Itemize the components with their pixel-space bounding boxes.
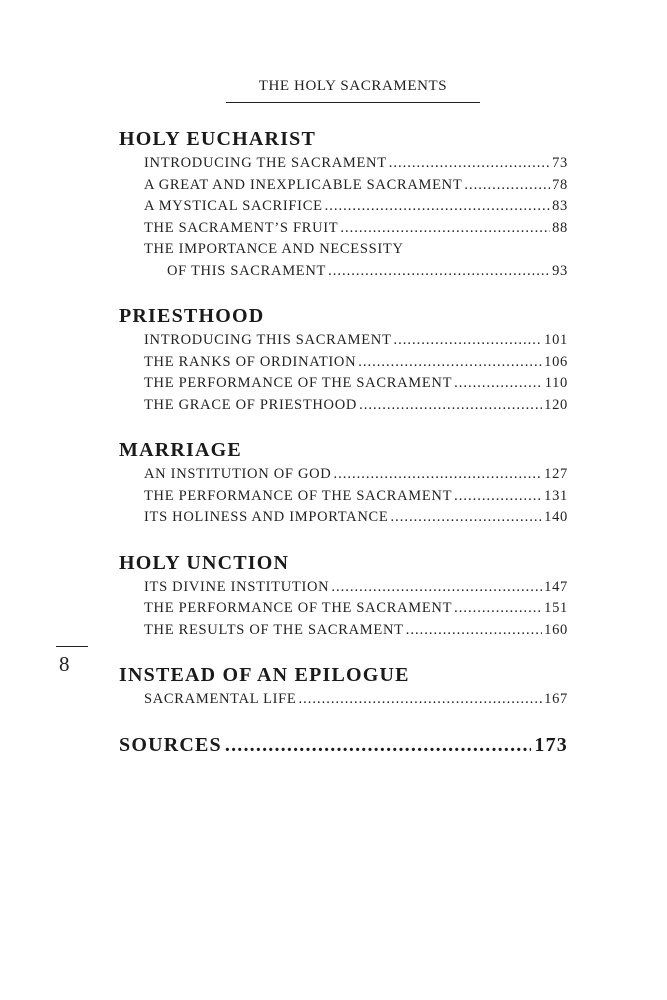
toc-entry[interactable] bbox=[119, 395, 568, 417]
folio-rule bbox=[56, 646, 88, 647]
toc-entry[interactable] bbox=[119, 689, 568, 711]
toc-section-marriage bbox=[119, 436, 568, 529]
toc-section-holy-unction bbox=[119, 549, 568, 642]
toc-section-priesthood bbox=[119, 302, 568, 416]
sources-label: SOURCES bbox=[119, 733, 222, 756]
entry-label: A GREAT AND INEXPLICABLE SACRAMENT bbox=[144, 176, 463, 193]
dot-leader bbox=[331, 577, 542, 599]
toc-section-epilogue bbox=[119, 661, 568, 711]
entry-label: THE PERFORMANCE OF THE SACRAMENT bbox=[144, 375, 453, 391]
toc-entry-sources[interactable] bbox=[119, 731, 568, 759]
entry-page-number: 147 bbox=[544, 578, 568, 595]
sources-page-number: 173 bbox=[534, 733, 568, 756]
running-head-rule bbox=[226, 102, 480, 103]
running-head: THE HOLY SACRAMENTS bbox=[258, 78, 448, 94]
entry-page-number: 93 bbox=[552, 262, 568, 279]
entry-page-number: 140 bbox=[544, 509, 568, 525]
entry-page-number: 127 bbox=[544, 466, 568, 482]
toc-entry[interactable] bbox=[119, 352, 568, 374]
entry-page-number: 88 bbox=[552, 219, 568, 236]
toc-entry[interactable] bbox=[119, 153, 568, 175]
section-title: MARRIAGE bbox=[119, 439, 242, 461]
section-title: HOLY UNCTION bbox=[119, 551, 290, 574]
dot-leader bbox=[454, 598, 542, 620]
entry-page-number: 110 bbox=[544, 375, 568, 391]
entry-page-number: 101 bbox=[544, 332, 568, 348]
dot-leader bbox=[390, 507, 542, 529]
dot-leader bbox=[394, 330, 543, 352]
entry-label: INTRODUCING THE SACRAMENT bbox=[144, 155, 387, 171]
toc-entry[interactable] bbox=[119, 218, 568, 240]
entry-label: A MYSTICAL SACRIFICE bbox=[144, 198, 323, 214]
entry-label: THE GRACE OF PRIESTHOOD bbox=[144, 396, 358, 413]
section-title: HOLY EUCHARIST bbox=[119, 128, 317, 150]
dot-leader bbox=[389, 153, 550, 175]
entry-page-number: 83 bbox=[552, 198, 568, 214]
section-title: INSTEAD OF AN EPILOGUE bbox=[119, 664, 410, 686]
entry-label: THE PERFORMANCE OF THE SACRAMENT bbox=[144, 487, 453, 504]
dot-leader bbox=[406, 620, 542, 642]
dot-leader bbox=[328, 261, 550, 283]
entry-label-continuation: OF THIS SACRAMENT bbox=[167, 262, 327, 279]
entry-page-number: 78 bbox=[552, 176, 568, 193]
toc-entry[interactable] bbox=[119, 486, 568, 508]
toc-entry[interactable] bbox=[119, 196, 568, 218]
entry-label: ITS HOLINESS AND IMPORTANCE bbox=[144, 509, 389, 525]
dot-leader bbox=[340, 218, 550, 240]
toc-entry[interactable] bbox=[119, 620, 568, 642]
dot-leader bbox=[454, 373, 543, 395]
entry-page-number: 151 bbox=[544, 600, 568, 616]
toc-entry[interactable] bbox=[119, 175, 568, 197]
entry-page-number: 160 bbox=[544, 621, 568, 638]
toc-entry-continuation[interactable] bbox=[119, 261, 568, 283]
dot-leader bbox=[225, 731, 532, 759]
page-number: 8 bbox=[59, 652, 70, 676]
entry-label: THE IMPORTANCE AND NECESSITY bbox=[144, 241, 404, 257]
entry-page-number: 167 bbox=[544, 691, 568, 707]
entry-page-number: 120 bbox=[544, 396, 568, 413]
entry-label: AN INSTITUTION OF GOD bbox=[144, 466, 332, 482]
toc-section-holy-eucharist bbox=[119, 125, 568, 282]
section-title: PRIESTHOOD bbox=[119, 305, 265, 327]
entry-label: THE PERFORMANCE OF THE SACRAMENT bbox=[144, 600, 453, 616]
entry-page-number: 131 bbox=[544, 487, 568, 504]
entry-label: SACRAMENTAL LIFE bbox=[144, 691, 297, 707]
dot-leader bbox=[454, 486, 542, 508]
toc-entry[interactable] bbox=[119, 373, 568, 395]
toc-entry[interactable] bbox=[119, 239, 568, 261]
dot-leader bbox=[359, 395, 542, 417]
entry-page-number: 73 bbox=[552, 155, 568, 171]
entry-label: INTRODUCING THIS SACRAMENT bbox=[144, 332, 392, 348]
entry-page-number: 106 bbox=[544, 353, 568, 370]
toc-entry[interactable] bbox=[119, 577, 568, 599]
entry-label: THE RANKS OF ORDINATION bbox=[144, 353, 357, 370]
toc-entry[interactable] bbox=[119, 330, 568, 352]
entry-label: ITS DIVINE INSTITUTION bbox=[144, 578, 330, 595]
dot-leader bbox=[299, 689, 543, 711]
toc-entry[interactable] bbox=[119, 464, 568, 486]
toc-entry[interactable] bbox=[119, 598, 568, 620]
dot-leader bbox=[333, 464, 542, 486]
entry-label: THE SACRAMENT’S FRUIT bbox=[144, 219, 339, 236]
dot-leader bbox=[464, 175, 550, 197]
table-of-contents bbox=[119, 125, 568, 759]
entry-label: THE RESULTS OF THE SACRAMENT bbox=[144, 621, 404, 638]
dot-leader bbox=[358, 352, 542, 374]
toc-entry[interactable] bbox=[119, 507, 568, 529]
dot-leader bbox=[325, 196, 550, 218]
